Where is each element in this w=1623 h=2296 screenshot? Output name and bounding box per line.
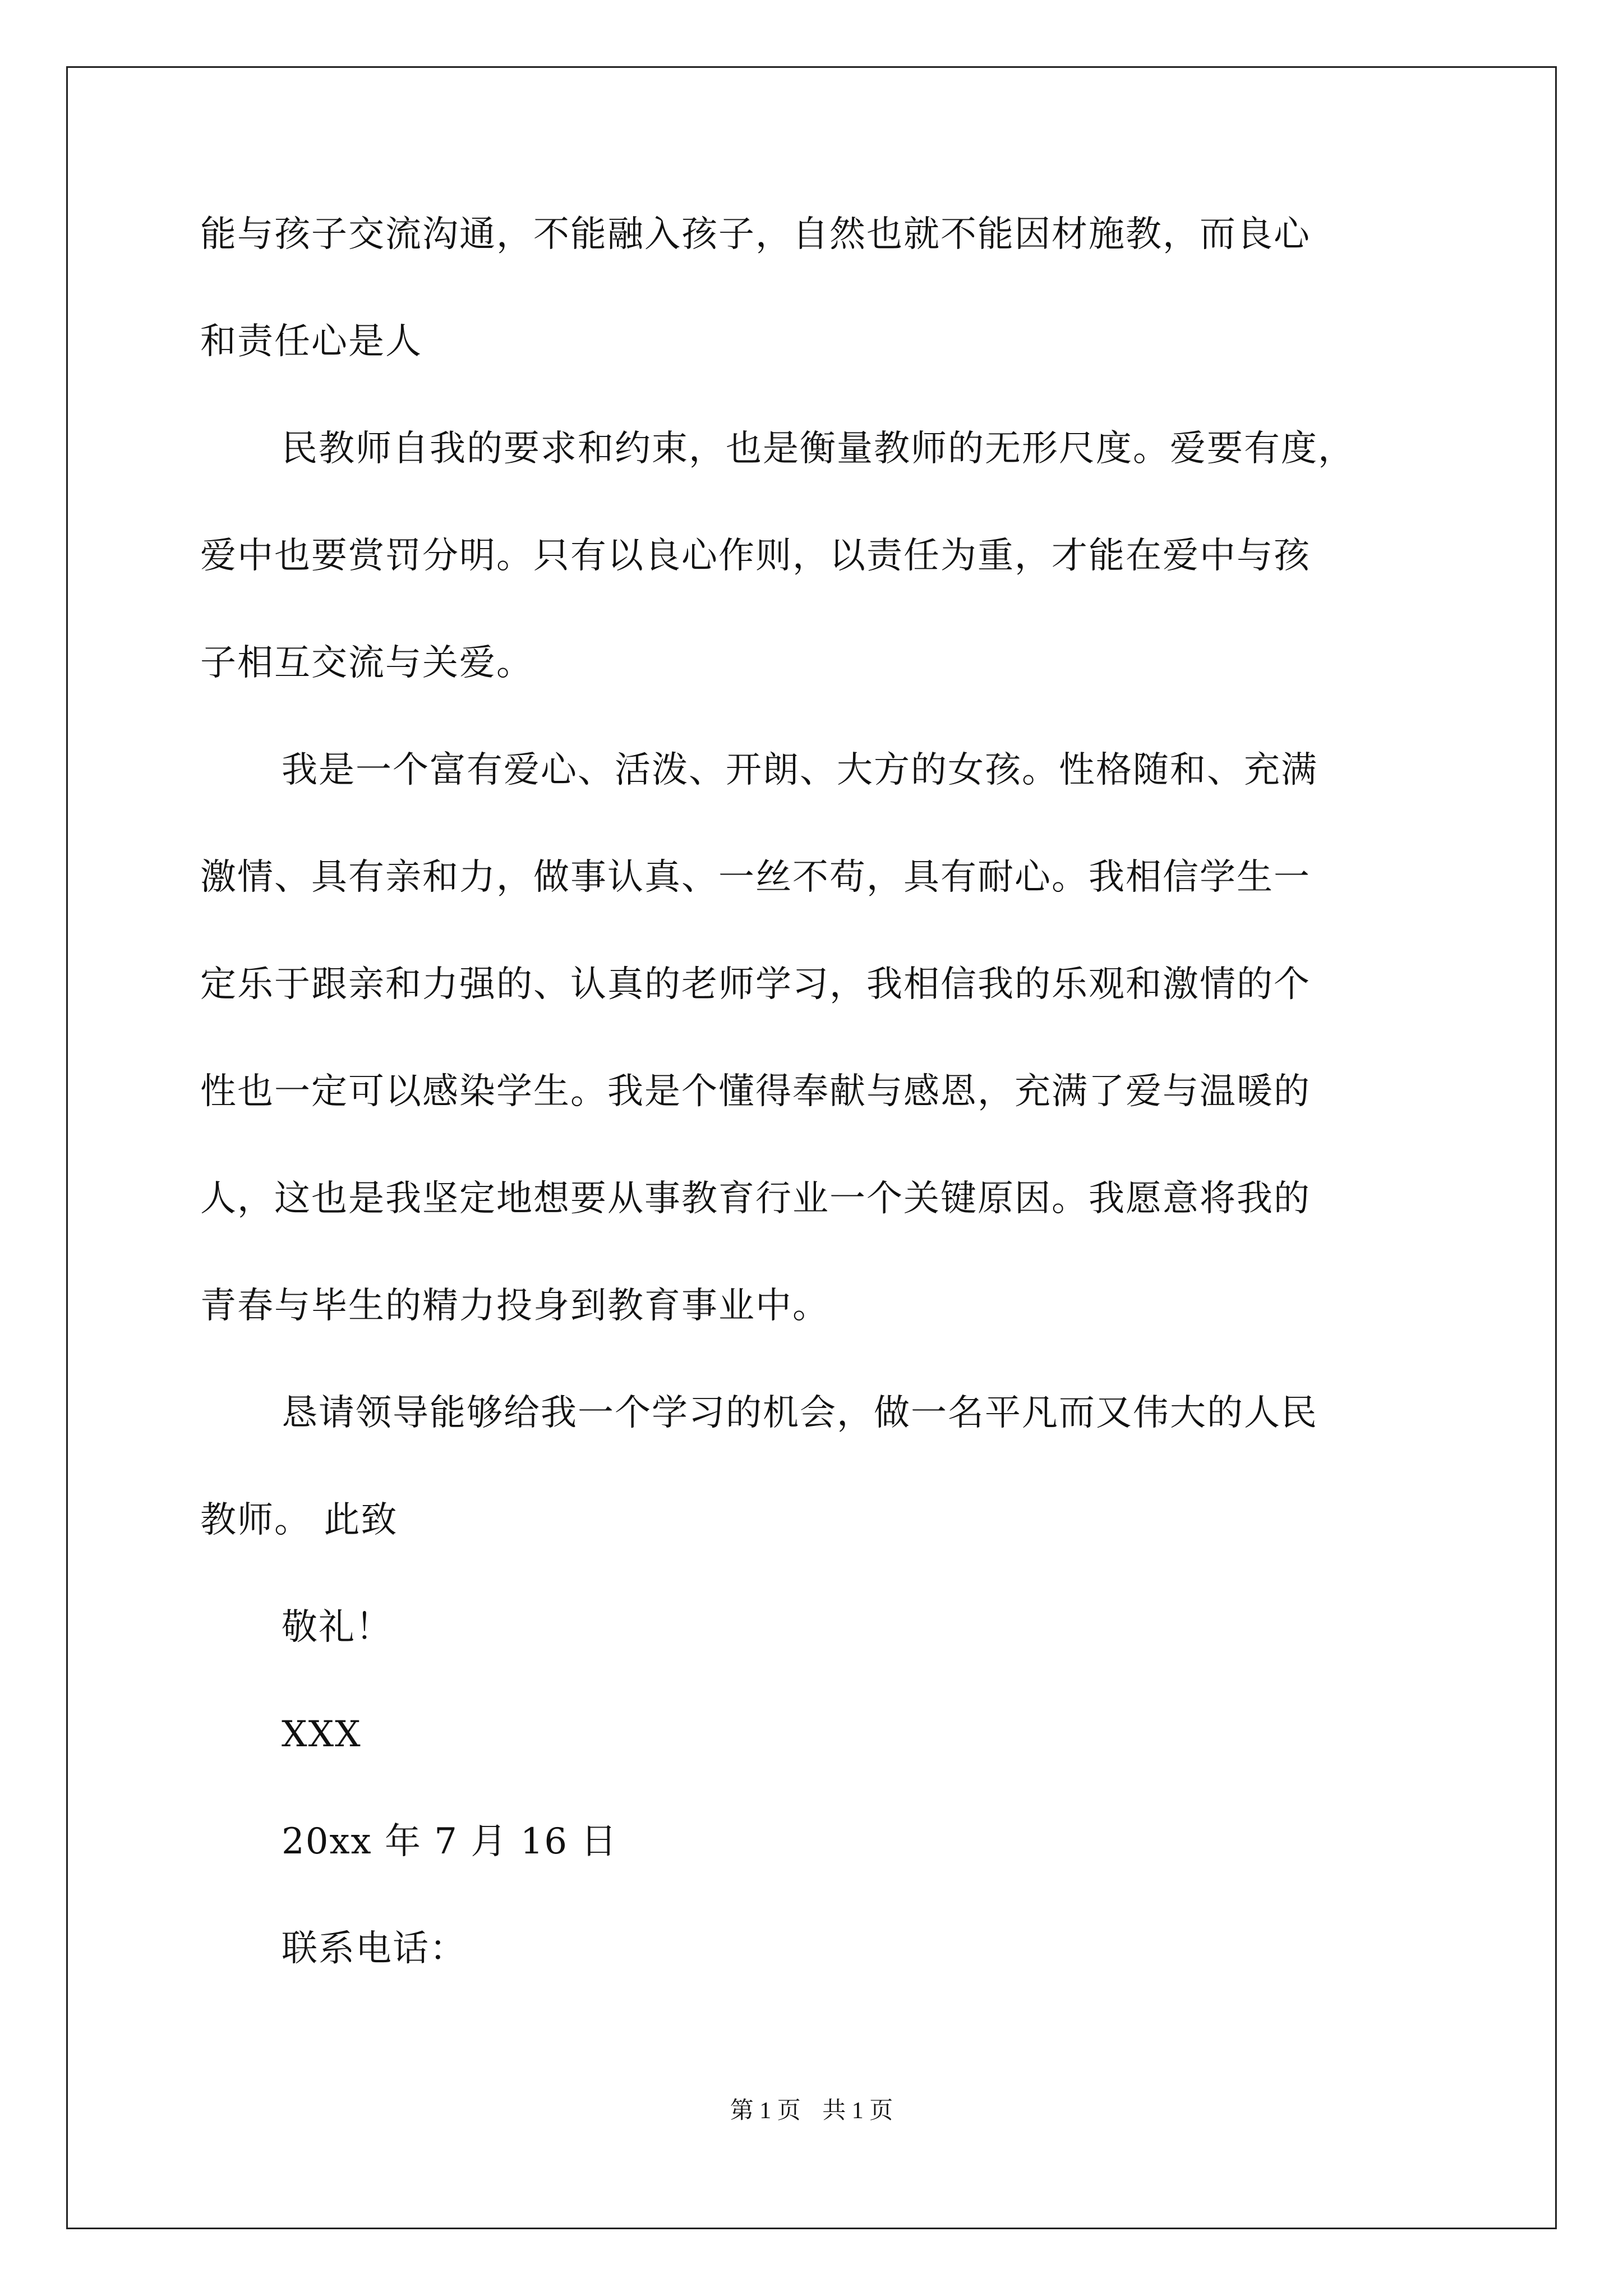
text-line: 能与孩子交流沟通，不能融入孩子，自然也就不能因材施教，而良心 xyxy=(200,214,1311,255)
text-line: 人，这也是我坚定地想要从事教育行业一个关键原因。我愿意将我的 xyxy=(200,1178,1311,1220)
text-line: 定乐于跟亲和力强的、认真的老师学习，我相信我的乐观和激情的个 xyxy=(200,964,1311,1005)
text-line: 教师。 此致 xyxy=(200,1499,398,1541)
closing-salutation: 敬礼！ xyxy=(282,1607,393,1648)
text-line: 激情、具有亲和力，做事认真、一丝不苟，具有耐心。我相信学生一 xyxy=(200,857,1311,898)
page-total: 共 1 页 xyxy=(822,2098,893,2124)
text-line: 我是一个富有爱心、活泼、开朗、大方的女孩。性格随和、充满 xyxy=(282,749,1318,791)
text-line: 和责任心是人 xyxy=(200,321,422,362)
signature-date: 20xx 年 7 月 16 日 xyxy=(282,1821,618,1862)
text-line: 恳请领导能够给我一个学习的机会，做一名平凡而又伟大的人民 xyxy=(282,1392,1318,1434)
page-number: 第 1 页 xyxy=(730,2098,801,2124)
text-line: 子相互交流与关爱。 xyxy=(200,642,533,684)
text-line: 爱中也要赏罚分明。只有以良心作则，以责任为重，才能在爱中与孩 xyxy=(200,535,1311,577)
signature-name: XXX xyxy=(282,1714,362,1755)
page-border xyxy=(66,66,1557,2229)
contact-phone-label: 联系电话： xyxy=(282,1928,467,1970)
text-line: 青春与毕生的精力投身到教育事业中。 xyxy=(200,1285,829,1327)
page-footer xyxy=(0,2095,1623,2127)
text-line: 民教师自我的要求和约束，也是衡量教师的无形尺度。爱要有度， xyxy=(282,428,1355,470)
text-line: 性也一定可以感染学生。我是个懂得奉献与感恩，充满了爱与温暖的 xyxy=(200,1071,1311,1112)
